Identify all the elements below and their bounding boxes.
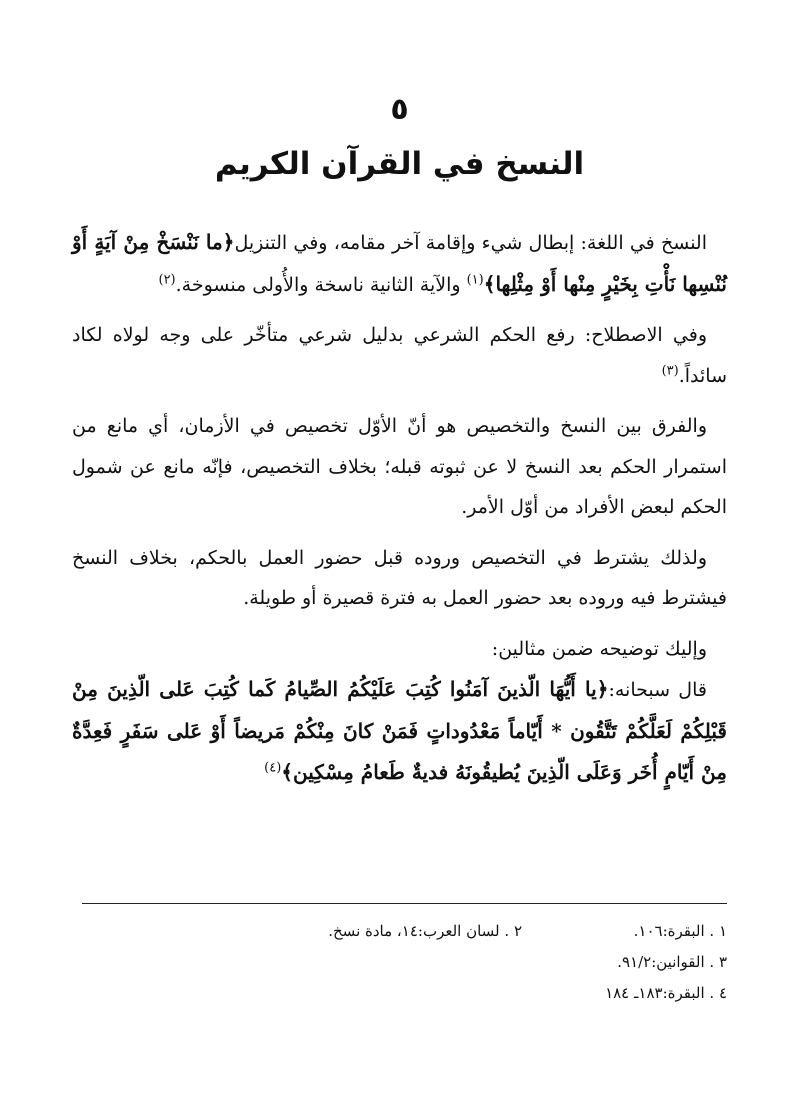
footnote-1 [522,916,727,947]
footnote-text: القوانين:٩١/٢. [617,953,705,971]
paragraph-definition-term [72,315,727,396]
footnotes [72,916,727,1009]
paragraph-definition-language [72,222,727,305]
quran-quote: ﴿ما نَنْسَخْ مِنْ آيَةٍ أَوْ نُنْسِها نَأْتِ بِخَيْرٍ مِنْها أَوْ مِثْلِها﴾ [72,230,727,296]
chapter-number: ٥ [390,92,409,127]
footnote-row [72,947,727,978]
footnote-marker: ٢ . [499,922,522,940]
paragraph-difference: والفرق بين النسخ والتخصيص هو أنّ الأوّل تخصيص في الأزمان، أي مانع من استمرار الحكم بعد النسخ لا عن ثبوته قبله؛ بخلاف التخصيص، فإنّه مانع عن شمول الحكم لبعض الأفراد من أوّل الأمر. [72,415,727,518]
paragraph-quran-example [72,669,727,794]
footnote-ref-4[interactable]: (٤) [264,760,282,776]
paragraph-text: وفي الاصطلاح: رفع الحكم الشرعي بدليل شرعي متأخّر على وجه لولاه لكاد سائداً. [72,324,727,387]
footnote-text: البقرة:١٨٣ـ ١٨٤ [605,984,705,1002]
footnote-marker: ٤ . [704,984,727,1002]
paragraph-text: النسخ في اللغة: إبطال شيء وإقامة آخر مقامه، وفي التنزيل [234,232,708,254]
footnote-text: البقرة:١٠٦. [633,922,705,940]
footnote-row [72,978,727,1009]
paragraph-text: قال سبحانه: [608,679,707,701]
footnote-divider [82,903,727,904]
chapter-title: النسخ في القرآن الكريم [214,146,585,182]
footnote-ref-1[interactable]: (١) [466,272,484,288]
footnote-row [72,916,727,947]
paragraph-examples-intro: وإليك توضيحه ضمن مثالين: [491,637,707,660]
quran-quote: ﴿يا أَيُّهَا الّذينَ آمَنُوا كُتِبَ عَلَيْكُمُ الصِّيامُ كَما كُتِبَ عَلى الّذِينَ مِنْ قَبْلِكُمْ لَعَلَّكُمْ تَتَّقُون * أَيّاماً مَعْدُوداتٍ فَمَنْ كانَ مِنْكُمْ مَريضاً أَوْ عَلى سَفَرٍ فَعِدَّةٌ مِنْ أَيّامٍ أُخَر وَعَلَى الّذِينَ يُطيقُونَهُ فديةٌ طَعامُ مِسْكِين﴾ [72,677,727,784]
footnote-3 [617,947,727,978]
footnote-ref-2[interactable]: (٢) [158,272,176,288]
paragraph-condition: ولذلك يشترط في التخصيص وروده قبل حضور العمل بالحكم، بخلاف النسخ فيشترط فيه وروده بعد حضور العمل به فترة قصيرة أو طويلة. [72,546,727,609]
paragraph-text: والآية الثانية ناسخة والأُولى منسوخة. [175,273,467,296]
footnote-4 [605,978,727,1009]
footnote-marker: ٣ . [704,953,727,971]
body-text [72,222,727,794]
footnote-2 [328,916,522,947]
footnote-ref-3[interactable]: (٣) [661,363,679,379]
footnote-marker: ١ . [704,922,727,940]
footnote-text: لسان العرب:١٤، مادة نسخ. [328,922,500,940]
